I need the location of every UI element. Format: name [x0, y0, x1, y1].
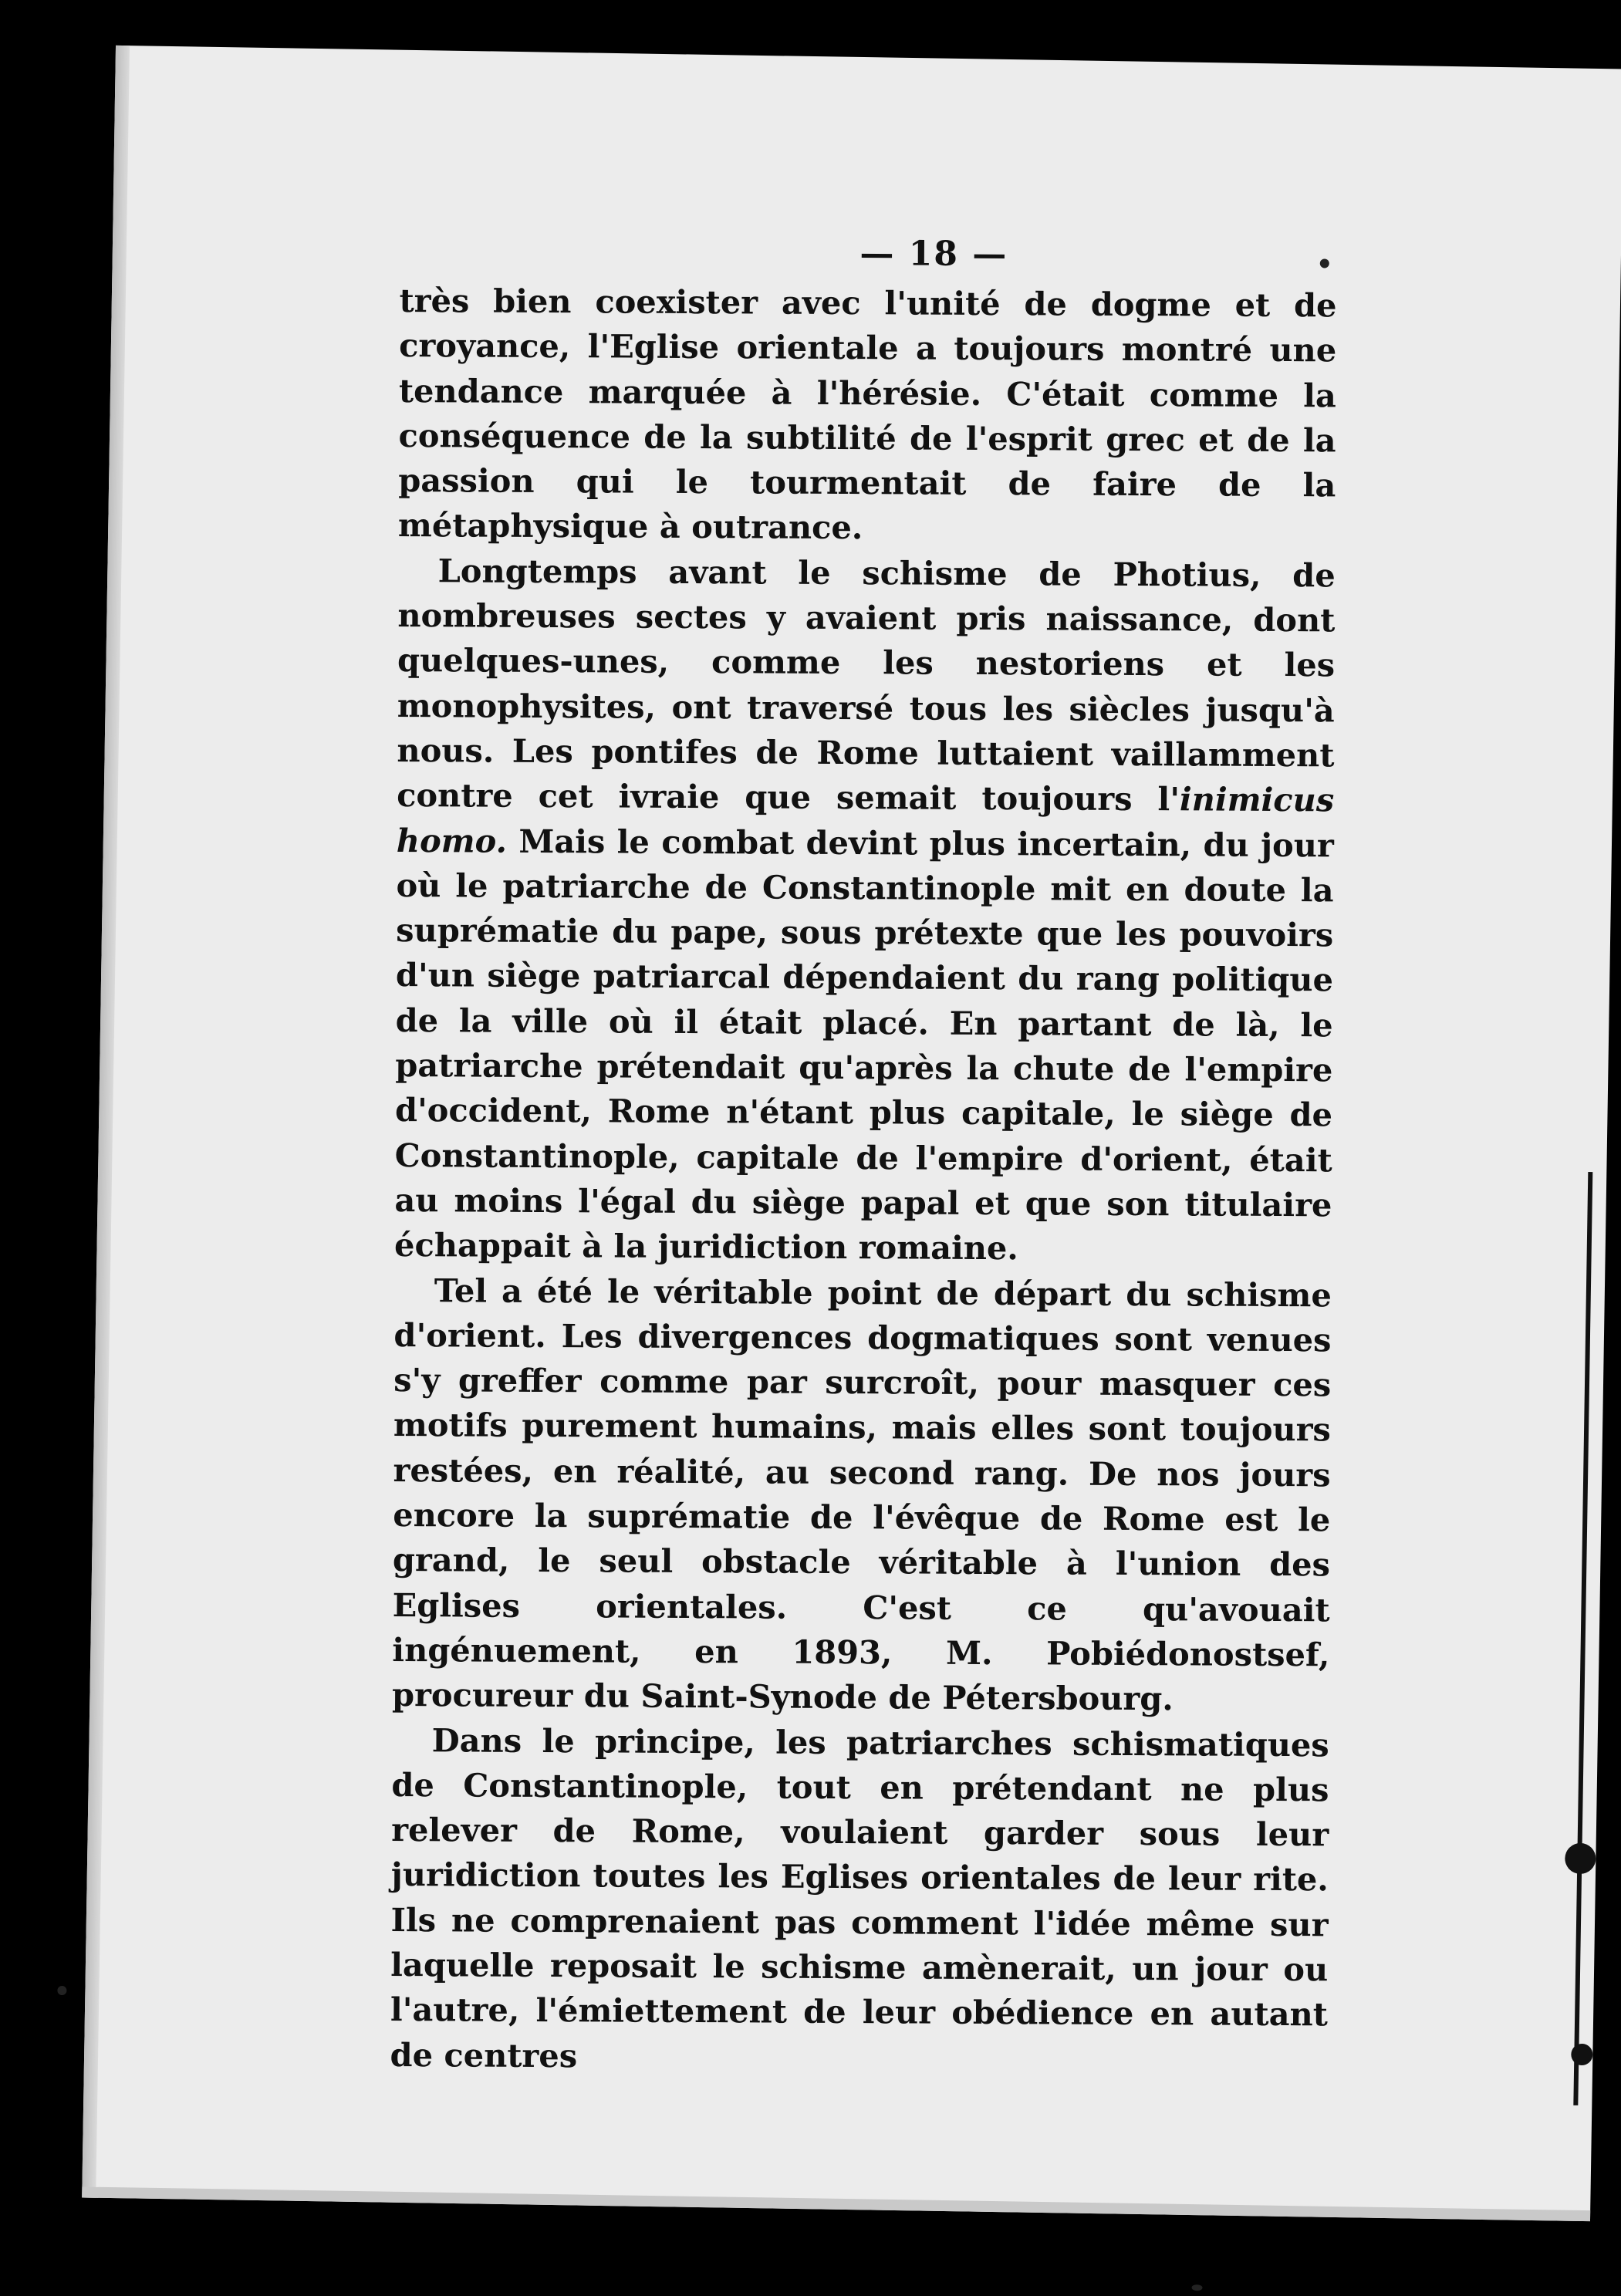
paragraph — [390, 1717, 1329, 2082]
paragraph-text: très bien coexister avec l'unité de dogme et de croyance, l'Eglise orientale a toujours montré une tendance marquée à l'hérésie. C'était comme la conséquence de la subtilité de l'esprit grec et de la passion qui le tourmentait de faire de la métaphysique à outrance. — [397, 281, 1337, 547]
page-number: — 18 — — [859, 234, 1008, 275]
paragraph — [394, 549, 1336, 1273]
page-edge-bottom — [82, 2186, 1590, 2221]
page-edge-left — [82, 46, 130, 2198]
paragraph-text: Longtemps avant le schisme de Photius, de nombreuses sectes y avaient pris naissance, dont quelques-unes, comme les nestoriens et les monophysites, ont traversé tous les siècles jusqu'à nous. Les pontifes de Rome luttaient vaillamment contre cet ivraie que semait toujours l' — [397, 552, 1336, 819]
paragraph-text: Tel a été le véritable point de départ du schisme d'orient. Les divergences dogmatiques sont venues s'y greffer comme par surcroît, pour masquer ces motifs purement humains, mais elles sont toujours restées, en réalité, au second rang. De nos jours encore la suprématie de l'évêque de Rome est le grand, le seul obstacle véritable à l'union des Eglises orientales. C'est ce qu'avouait ingénuement, en 1893, M. Pobiédonostsef, procureur du Saint-Synode de Pétersbourg. — [391, 1271, 1332, 1718]
page-text-block — [390, 231, 1337, 2082]
binding-knot — [1565, 1843, 1596, 1875]
paragraph — [392, 1268, 1332, 1723]
binding-knot — [1571, 2044, 1592, 2065]
italic-phrase: inimicus homo. — [396, 780, 1335, 860]
paragraph-text: Mais le combat devint plus incertain, du jour où le patriarche de Constantinople mit en doute la suprématie du pape, sous prétexte que les pouvoirs d'un siège patriarcal dépendaient du rang politique de la ville où il était placé. En partant de là, le patriarche prétendait qu'après la chute de l'empire d'occident, Rome n'étant plus capitale, le siège de Constantinople, capitale de l'empire d'orient, était au moins l'égal du siège papal et que son titulaire échappait à la juridiction romaine. — [393, 822, 1334, 1268]
ink-speck — [1191, 2284, 1202, 2291]
binding-thread — [1573, 1172, 1592, 2105]
ink-speck — [57, 1986, 66, 1995]
paragraph — [398, 279, 1337, 553]
paragraph-text: Dans le principe, les patriarches schismatiques de Constantinople, tout en prétendant ne plus relever de Rome, voulaient garder sous leur juridiction toutes les Eglises orientales de leur rite. Ils ne comprenaient pas comment l'idée même sur laquelle reposait le schisme amènerait, un jour ou l'autre, l'émiettement de leur obédience en autant de centres — [390, 1720, 1329, 2075]
